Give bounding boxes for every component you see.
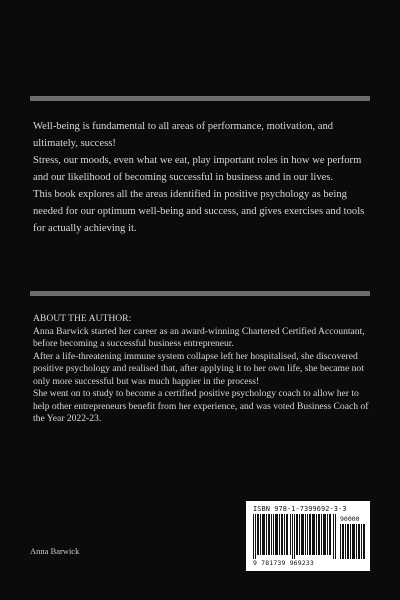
about-author-paragraph-2: After a life-threatening immune system collapse left her hospitalised, she discovered positive psychology and realised that, after applying it to her own life, she became not only more successful but was much happier in the process! (33, 350, 364, 387)
about-author-paragraph-3: She went on to study to become a certified positive psychology coach to allow her to help other entrepreneurs benefit from her experience, and was voted Business Coach of the Year 2022-23. (33, 388, 369, 424)
price-addon-digits: 90000 (340, 515, 360, 523)
isbn-barcode (246, 501, 370, 571)
blurb-paragraph-1: Well-being is fundamental to all areas of performance, motivation, and ultimately, success! (33, 121, 334, 149)
blurb-paragraph-3: This book explores all the areas identified in positive psychology as being needed for our optimum well-being and success, and gives exercises and tools for actually achieving it. (33, 189, 365, 234)
top-divider (30, 96, 370, 101)
addon-barcode-bars (340, 524, 366, 559)
bottom-divider (30, 291, 370, 296)
blurb-paragraph-2: Stress, our moods, even what we eat, play important roles in how we perform and our likelihood of becoming successful in business and in our lives. (33, 155, 362, 183)
about-author-section (33, 313, 373, 426)
about-author-heading: ABOUT THE AUTHOR: (33, 313, 132, 324)
isbn-label: ISBN 978-1-7399692-3-3 (253, 505, 347, 513)
ean-barcode-bars (253, 514, 337, 559)
ean-digits: 9 781739 969233 (253, 559, 314, 567)
author-name: Anna Barwick (30, 546, 80, 556)
blurb-section (33, 118, 373, 237)
about-author-paragraph-1: Anna Barwick started her career as an award-winning Chartered Certified Accountant, before becoming a successful business entrepreneur. (33, 325, 365, 349)
